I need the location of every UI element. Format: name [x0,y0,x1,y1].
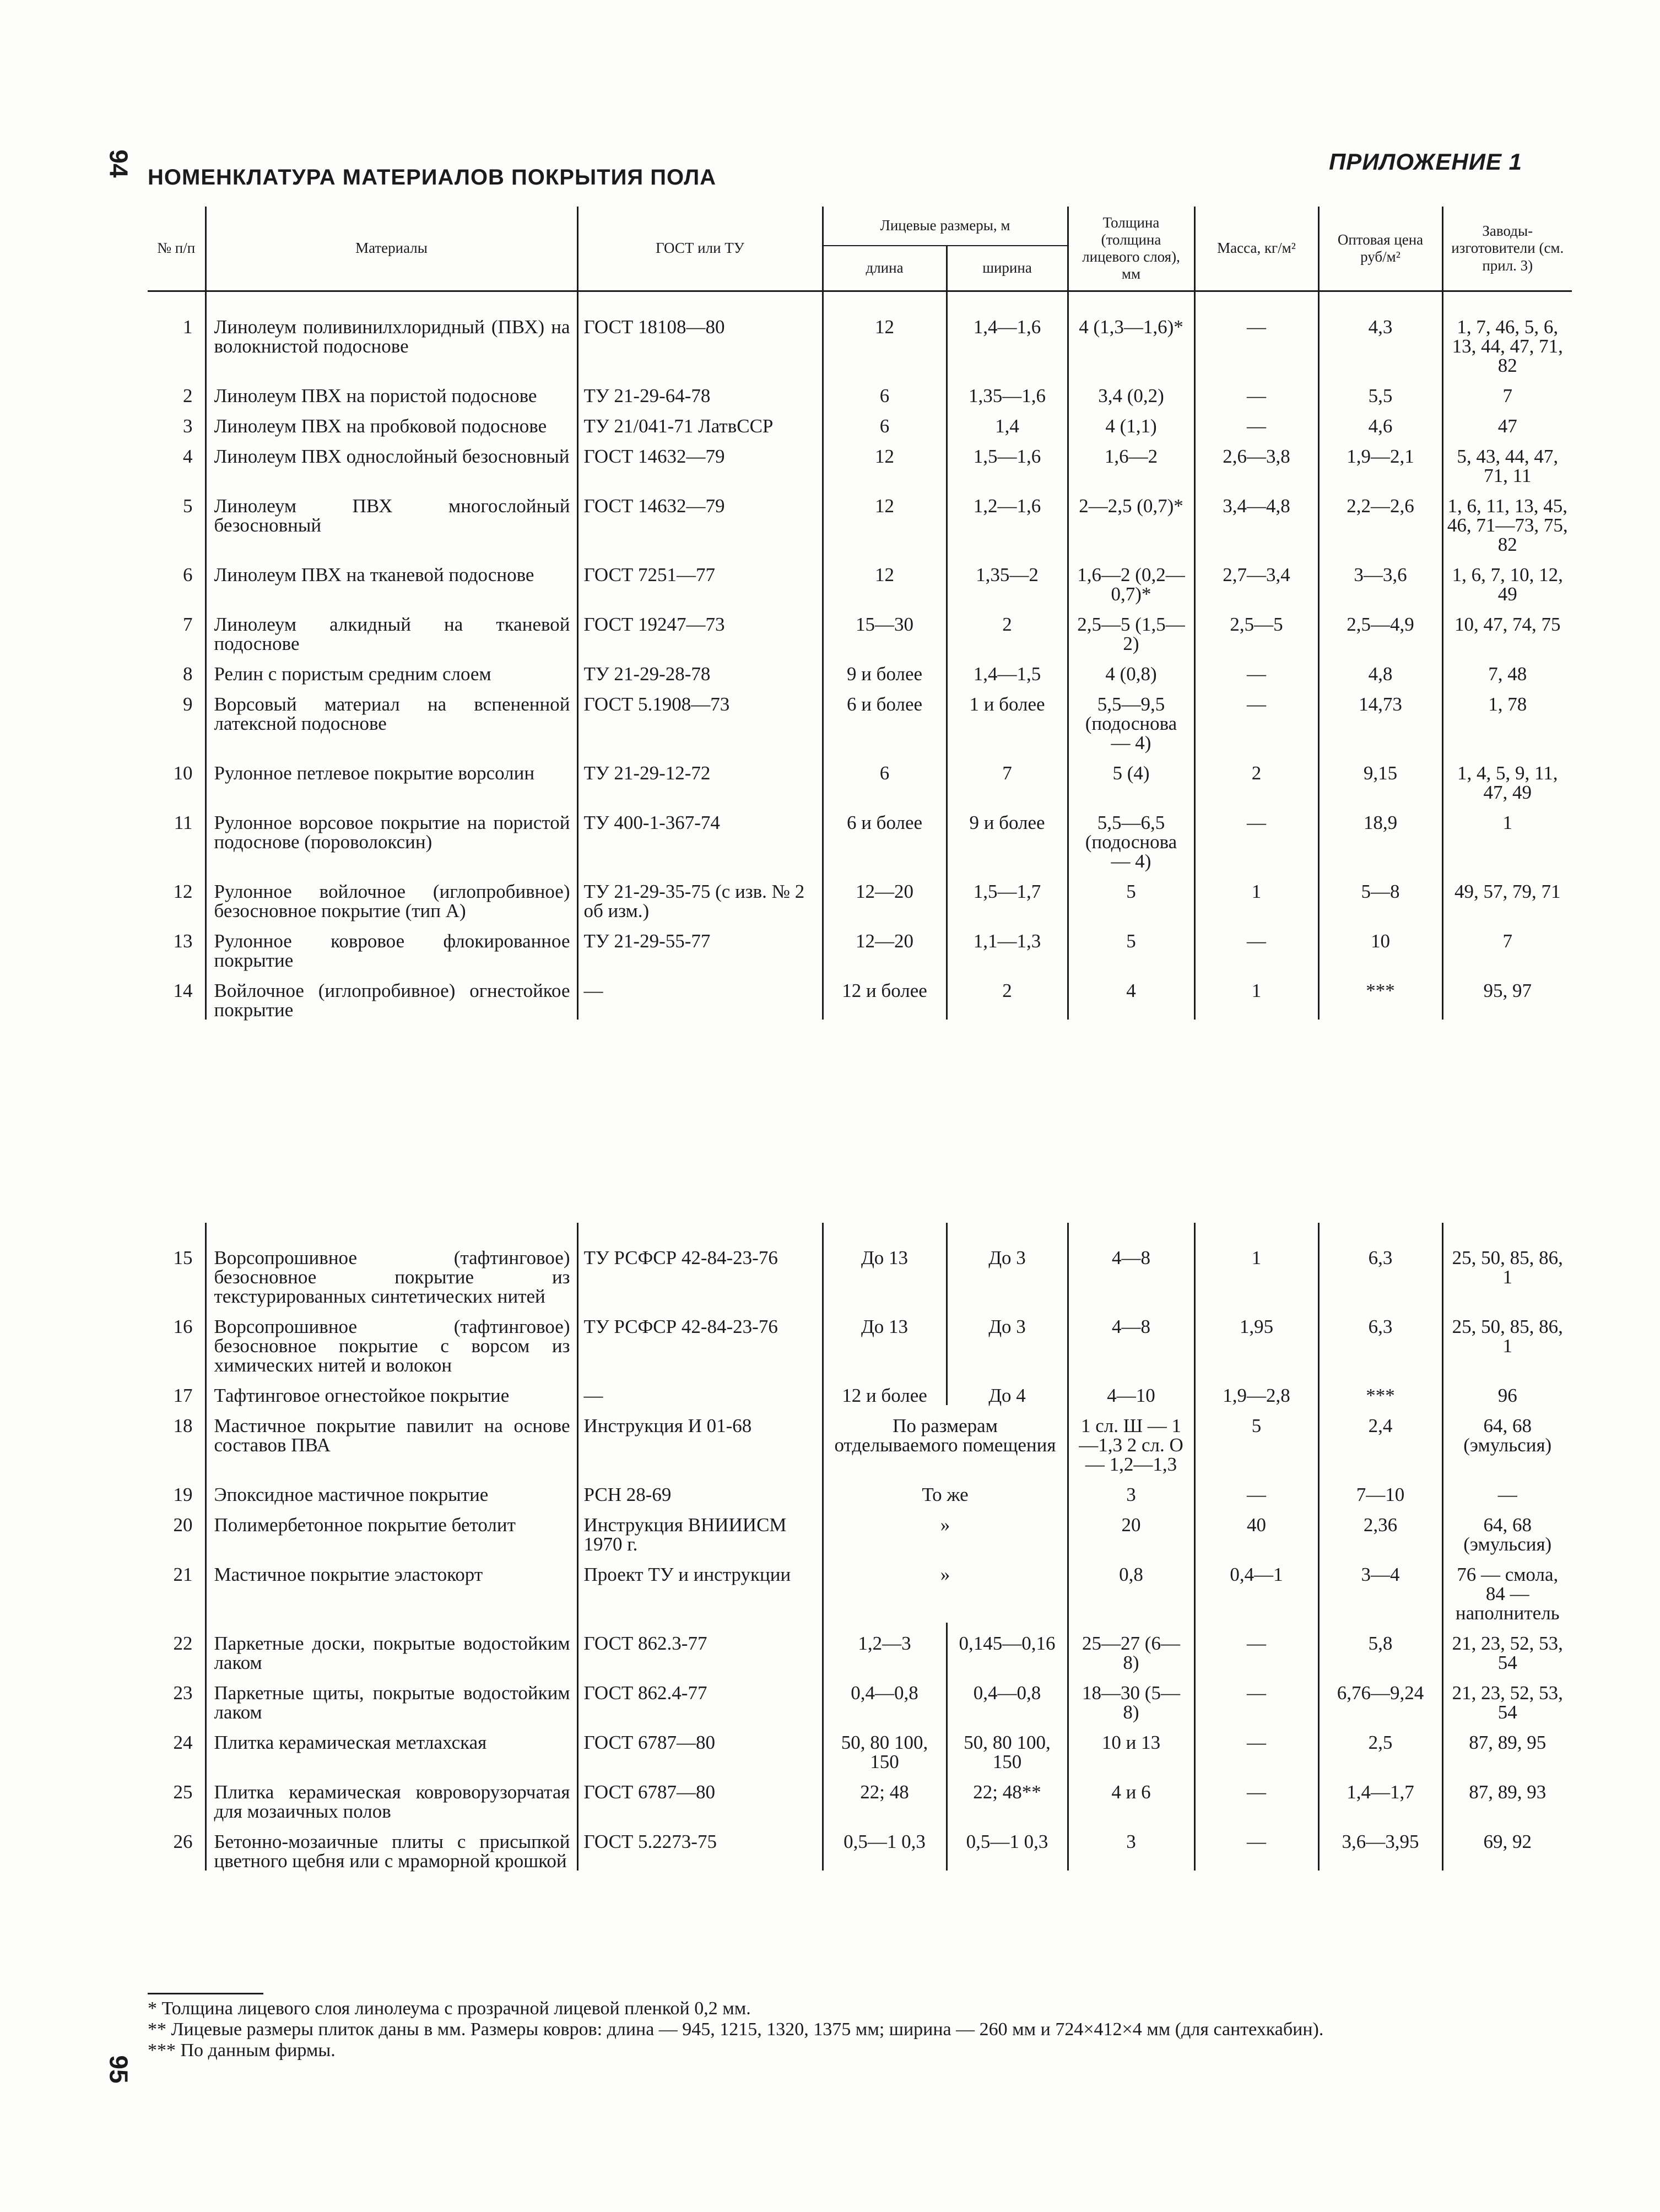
row-gost: Инструкция И 01-68 [577,1405,823,1474]
row-gost: ТУ 21-29-55-77 [577,920,823,970]
row-material: Рулонное ковровое флокированное покрытие [206,920,577,970]
row-length: 6 и более [823,684,947,752]
row-material: Тафтинговое огнестойкое покрытие [206,1375,577,1405]
row-thickness: 4 (1,3—1,6)* [1068,306,1194,375]
footnote-rule [148,1993,263,1994]
row-length: 1,2—3 [823,1623,947,1672]
row-gost: — [577,970,823,1020]
row-face-sizes: По размерам отделываемого помещения [823,1405,1068,1474]
row-price: 1,4—1,7 [1318,1771,1442,1821]
row-plants: 47 [1497,415,1517,437]
row-length: 6 и более [823,802,947,871]
row-length: 15—30 [823,604,947,653]
row-num: 7 [148,604,206,653]
row-gost: ГОСТ 14632—79 [577,436,823,485]
row-plants: 7 [1502,385,1512,406]
row-num: 11 [148,802,206,871]
row-length: 12 [823,306,947,375]
row-price: *** [1318,970,1442,1020]
row-thickness: 4—8 [1068,1237,1194,1306]
row-gost: РСН 28-69 [577,1474,823,1504]
row-num: 20 [148,1504,206,1554]
row-mass: — [1194,1821,1318,1871]
row-num: 13 [148,920,206,970]
row-material: Рулонное ворсовое покрытие на пористой подоснове (пороволоксин) [206,802,577,871]
row-mass: — [1194,653,1318,684]
row-material: Мастичное покрытие эластокорт [206,1554,577,1623]
row-width: 1,4—1,5 [947,653,1068,684]
row-thickness: 0,8 [1068,1554,1194,1623]
row-num: 10 [148,752,206,802]
row-gost: ГОСТ 7251—77 [577,554,823,604]
row-gost: ТУ 21/041-71 ЛатвССР [577,405,823,436]
row-material: Бетонно-мозаичные плиты с присыпкой цветного щебня или с мраморной крошкой [206,1821,577,1871]
row-price: 4,8 [1318,653,1442,684]
row-mass: 2,6—3,8 [1194,436,1318,485]
row-material: Линолеум ПВХ однослойный безосновный [206,436,577,485]
row-price: 2,4 [1318,1405,1442,1474]
page-title: НОМЕНКЛАТУРА МАТЕРИАЛОВ ПОКРЫТИЯ ПОЛА [148,165,717,189]
table-row [148,1306,1572,1375]
row-thickness: 1 сл. Ш — 1—1,3 2 сл. О — 1,2—1,3 [1068,1405,1194,1474]
row-plants: 87, 89, 95 [1469,1732,1547,1753]
row-mass: — [1194,1474,1318,1504]
row-price: 6,3 [1318,1306,1442,1375]
row-material: Ворсопрошивное (тафтинговое) безосновное покрытие из текстурированных синтетических нитей [206,1237,577,1306]
row-width: 1,4—1,6 [947,306,1068,375]
table-row [148,1722,1572,1771]
row-gost: Проект ТУ и инструкции [577,1554,823,1623]
row-length: 6 [823,375,947,405]
table-row [148,752,1572,802]
row-price: 9,15 [1318,752,1442,802]
row-num: 4 [148,436,206,485]
row-width: 1,4 [947,405,1068,436]
table-row [148,1375,1572,1405]
row-gost: ГОСТ 5.2273-75 [577,1821,823,1871]
row-plants: 7 [1502,930,1512,952]
row-width: 2 [947,604,1068,653]
row-length: 9 и более [823,653,947,684]
row-material: Паркетные доски, покрытые водостойким лаком [206,1623,577,1672]
row-material: Войлочное (иглопробивное) огнестойкое покрытие [206,970,577,1020]
row-material: Линолеум ПВХ на пористой подоснове [206,375,577,405]
row-mass: 1,9—2,8 [1194,1375,1318,1405]
row-num: 2 [148,375,206,405]
row-width: 1,1—1,3 [947,920,1068,970]
row-plants: 87, 89, 93 [1469,1781,1547,1803]
row-price: 5,8 [1318,1623,1442,1672]
table-row [148,604,1572,653]
row-mass: — [1194,920,1318,970]
table-row [148,1237,1572,1306]
row-mass: — [1194,684,1318,752]
row-num: 5 [148,485,206,554]
row-price: 5—8 [1318,871,1442,920]
row-mass: 2 [1194,752,1318,802]
row-num: 6 [148,554,206,604]
row-gost: ГОСТ 18108—80 [577,306,823,375]
row-length: 12 [823,436,947,485]
row-length: 0,5—1 0,3 [823,1821,947,1871]
row-price: 2,36 [1318,1504,1442,1554]
row-gost: ТУ 21-29-35-75 (с изв. № 2 об изм.) [577,871,823,920]
row-thickness: 2—2,5 (0,7)* [1068,485,1194,554]
row-thickness: 4 и 6 [1068,1771,1194,1821]
header-length: длина [823,246,947,291]
table-row [148,871,1572,920]
row-num: 8 [148,653,206,684]
row-gost: ТУ РСФСР 42-84-23-76 [577,1306,823,1375]
row-length: До 13 [823,1237,947,1306]
header-face-sizes: Лицевые размеры, м [823,207,1068,246]
table-row [148,1405,1572,1474]
row-mass: 40 [1194,1504,1318,1554]
table-row [148,802,1572,871]
row-price: 1,9—2,1 [1318,436,1442,485]
row-width: 1,35—1,6 [947,375,1068,405]
row-num: 9 [148,684,206,752]
row-thickness: 4—10 [1068,1375,1194,1405]
row-material: Ворсопрошивное (тафтинговое) безосновное покрытие с ворсом из химических нитей и волокон [206,1306,577,1375]
row-num: 19 [148,1474,206,1504]
header-gost: ГОСТ или ТУ [577,207,823,291]
header-mass: Масса, кг/м² [1194,207,1318,291]
table-row [148,485,1572,554]
row-length: 12—20 [823,871,947,920]
row-price: 10 [1318,920,1442,970]
row-gost: ГОСТ 6787—80 [577,1771,823,1821]
row-price: 4,6 [1318,405,1442,436]
row-price: 5,5 [1318,375,1442,405]
table-row [148,1771,1572,1821]
table-row [148,554,1572,604]
row-num: 15 [148,1237,206,1306]
row-material: Линолеум ПВХ многослойный безосновный [206,485,577,554]
table-row [148,1623,1572,1672]
row-width: 0,5—1 0,3 [947,1821,1068,1871]
table-row [148,970,1572,1020]
row-gost: ГОСТ 14632—79 [577,485,823,554]
row-gost: — [577,1375,823,1405]
row-width: 9 и более [947,802,1068,871]
row-width: 1,5—1,7 [947,871,1068,920]
footnote-1: * Толщина лицевого слоя линолеума с прозрачной лицевой пленкой 0,2 мм. [148,1998,751,2019]
table-row [148,375,1572,405]
table-row [148,1504,1572,1554]
row-width: 22; 48** [947,1771,1068,1821]
row-length: До 13 [823,1306,947,1375]
row-length: 12 [823,554,947,604]
row-plants: 76 — смола, 84 — наполнитель [1455,1564,1560,1624]
row-material: Мастичное покрытие павилит на основе составов ПВА [206,1405,577,1474]
row-material: Линолеум ПВХ на пробковой подоснове [206,405,577,436]
row-plants: 1, 6, 7, 10, 12, 49 [1452,564,1563,605]
row-thickness: 5 [1068,871,1194,920]
row-gost: ГОСТ 862.4-77 [577,1672,823,1722]
row-plants: 1 [1502,812,1512,833]
row-length: 12 и более [823,970,947,1020]
row-mass: 2,5—5 [1194,604,1318,653]
row-thickness: 5,5—9,5 (подоснова — 4) [1068,684,1194,752]
table-row [148,1672,1572,1722]
materials-table [148,207,1572,1020]
row-mass: 0,4—1 [1194,1554,1318,1623]
row-price: 2,5 [1318,1722,1442,1771]
row-material: Ворсовый материал на вспененной латексной подоснове [206,684,577,752]
row-gost: ГОСТ 862.3-77 [577,1623,823,1672]
table-row [148,1474,1572,1504]
row-num: 17 [148,1375,206,1405]
row-gost: ГОСТ 6787—80 [577,1722,823,1771]
row-price: 2,2—2,6 [1318,485,1442,554]
row-width: До 4 [947,1375,1068,1405]
row-mass: 5 [1194,1405,1318,1474]
table-row [148,653,1572,684]
row-num: 14 [148,970,206,1020]
row-thickness: 3 [1068,1821,1194,1871]
row-thickness: 10 и 13 [1068,1722,1194,1771]
row-mass: — [1194,1623,1318,1672]
row-gost: ТУ 21-29-64-78 [577,375,823,405]
row-material: Рулонное войлочное (иглопробивное) безосновное покрытие (тип А) [206,871,577,920]
row-thickness: 3,4 (0,2) [1068,375,1194,405]
row-material: Рулонное петлевое покрытие ворсолин [206,752,577,802]
table-row [148,405,1572,436]
row-plants: 95, 97 [1483,980,1532,1001]
row-num: 22 [148,1623,206,1672]
header-material: Материалы [206,207,577,291]
row-width: 0,145—0,16 [947,1623,1068,1672]
row-width: 0,4—0,8 [947,1672,1068,1722]
row-mass: 1 [1194,970,1318,1020]
row-plants: 49, 57, 79, 71 [1454,881,1561,902]
row-mass: — [1194,1722,1318,1771]
row-thickness: 20 [1068,1504,1194,1554]
row-price: 4,3 [1318,306,1442,375]
row-price: 14,73 [1318,684,1442,752]
row-width: 7 [947,752,1068,802]
row-gost: ТУ РСФСР 42-84-23-76 [577,1237,823,1306]
row-price: 6,76—9,24 [1318,1672,1442,1722]
materials-table-continued [148,1223,1572,1871]
row-mass: 1 [1194,1237,1318,1306]
footnote-3: *** По данным фирмы. [148,2040,336,2061]
header-plants: Заводы-изготовители (см. прил. 3) [1442,207,1572,291]
row-material: Линолеум ПВХ на тканевой подоснове [206,554,577,604]
row-width: 50, 80 100, 150 [947,1722,1068,1771]
row-plants: 64, 68 (эмульсия) [1463,1415,1552,1456]
row-material: Плитка керамическая ковроворузорчатая для мозаичных полов [206,1771,577,1821]
row-thickness: 2,5—5 (1,5—2) [1068,604,1194,653]
row-width: 1 и более [947,684,1068,752]
table-row [148,306,1572,375]
row-thickness: 4 (0,8) [1068,653,1194,684]
row-mass: — [1194,405,1318,436]
row-width: 1,35—2 [947,554,1068,604]
row-thickness: 18—30 (5—8) [1068,1672,1194,1722]
row-plants: 1, 78 [1488,693,1527,715]
row-gost: ТУ 400-1-367-74 [577,802,823,871]
row-length: 0,4—0,8 [823,1672,947,1722]
row-mass: — [1194,802,1318,871]
row-gost: ТУ 21-29-12-72 [577,752,823,802]
row-width: 1,2—1,6 [947,485,1068,554]
row-num: 12 [148,871,206,920]
row-plants: 25, 50, 85, 86, 1 [1452,1316,1563,1357]
row-mass: — [1194,1771,1318,1821]
row-face-sizes: » [823,1554,1068,1623]
page-number-top: 94 [104,149,133,178]
row-gost: ГОСТ 19247—73 [577,604,823,653]
row-plants: 69, 92 [1483,1831,1532,1852]
row-plants: — [1497,1484,1517,1505]
row-num: 23 [148,1672,206,1722]
row-plants: 64, 68 (эмульсия) [1463,1514,1552,1555]
row-thickness: 4 (1,1) [1068,405,1194,436]
row-length: 6 [823,752,947,802]
row-plants: 10, 47, 74, 75 [1454,614,1561,635]
row-gost: Инструкция ВНИИИСМ 1970 г. [577,1504,823,1554]
header-price: Оптовая цена руб/м² [1318,207,1442,291]
row-price: 2,5—4,9 [1318,604,1442,653]
row-num: 3 [148,405,206,436]
row-length: 22; 48 [823,1771,947,1821]
row-plants: 21, 23, 52, 53, 54 [1452,1682,1563,1723]
row-width: До 3 [947,1306,1068,1375]
row-length: 12—20 [823,920,947,970]
header-num: № п/п [148,207,206,291]
row-num: 25 [148,1771,206,1821]
row-thickness: 4 [1068,970,1194,1020]
page-number-bottom: 95 [104,2055,133,2084]
row-gost: ТУ 21-29-28-78 [577,653,823,684]
row-num: 21 [148,1554,206,1623]
row-mass: — [1194,375,1318,405]
row-price: 3—4 [1318,1554,1442,1623]
table-row [148,684,1572,752]
table-row [148,920,1572,970]
row-mass: 1,95 [1194,1306,1318,1375]
footnote-2: ** Лицевые размеры плиток даны в мм. Размеры ковров: длина — 945, 1215, 1320, 1375 мм; ширина — 260 мм и 724×412×4 мм (для сантехкабин). [148,2019,1324,2040]
row-plants: 5, 43, 44, 47, 71, 11 [1457,446,1559,486]
row-plants: 1, 7, 46, 5, 6, 13, 44, 47, 71, 82 [1452,316,1563,376]
row-thickness: 3 [1068,1474,1194,1504]
row-price: *** [1318,1375,1442,1405]
table-body-part1 [148,291,1572,1020]
row-thickness: 5,5—6,5 (подоснова — 4) [1068,802,1194,871]
row-thickness: 25—27 (6—8) [1068,1623,1194,1672]
row-mass: — [1194,306,1318,375]
row-length: 12 [823,485,947,554]
appendix-label: ПРИЛОЖЕНИЕ 1 [1329,149,1522,175]
row-num: 24 [148,1722,206,1771]
row-thickness: 4—8 [1068,1306,1194,1375]
row-face-sizes: То же [823,1474,1068,1504]
row-material: Линолеум поливинилхлоридный (ПВХ) на волокнистой подоснове [206,306,577,375]
row-thickness: 5 (4) [1068,752,1194,802]
row-price: 6,3 [1318,1237,1442,1306]
table-row [148,1821,1572,1871]
row-material: Линолеум алкидный на тканевой подоснове [206,604,577,653]
row-price: 3—3,6 [1318,554,1442,604]
row-mass: 1 [1194,871,1318,920]
row-mass: 3,4—4,8 [1194,485,1318,554]
row-thickness: 1,6—2 (0,2—0,7)* [1068,554,1194,604]
row-plants: 21, 23, 52, 53, 54 [1452,1633,1563,1673]
row-plants: 1, 6, 11, 13, 45, 46, 71—73, 75, 82 [1447,495,1568,555]
row-width: 1,5—1,6 [947,436,1068,485]
row-face-sizes: » [823,1504,1068,1554]
row-thickness: 5 [1068,920,1194,970]
row-gost: ГОСТ 5.1908—73 [577,684,823,752]
header-thickness: Толщина (толщина лицевого слоя), мм [1068,207,1194,291]
row-material: Плитка керамическая метлахская [206,1722,577,1771]
row-num: 1 [148,306,206,375]
row-mass: 2,7—3,4 [1194,554,1318,604]
row-material: Релин с пористым средним слоем [206,653,577,684]
row-price: 18,9 [1318,802,1442,871]
row-price: 7—10 [1318,1474,1442,1504]
row-length: 50, 80 100, 150 [823,1722,947,1771]
row-plants: 7, 48 [1488,663,1527,685]
row-material: Полимербетонное покрытие бетолит [206,1504,577,1554]
table-row [148,1554,1572,1623]
row-mass: — [1194,1672,1318,1722]
row-num: 16 [148,1306,206,1375]
row-thickness: 1,6—2 [1068,436,1194,485]
row-material: Эпоксидное мастичное покрытие [206,1474,577,1504]
row-length: 12 и более [823,1375,947,1405]
row-material: Паркетные щиты, покрытые водостойким лаком [206,1672,577,1722]
header-width: ширина [947,246,1068,291]
row-price: 3,6—3,95 [1318,1821,1442,1871]
row-width: 2 [947,970,1068,1020]
row-num: 26 [148,1821,206,1871]
row-num: 18 [148,1405,206,1474]
table-row [148,436,1572,485]
row-length: 6 [823,405,947,436]
row-width: До 3 [947,1237,1068,1306]
row-plants: 25, 50, 85, 86, 1 [1452,1247,1563,1288]
row-plants: 1, 4, 5, 9, 11, 47, 49 [1457,762,1558,803]
table-body-part2 [148,1223,1572,1871]
row-plants: 96 [1497,1385,1517,1406]
